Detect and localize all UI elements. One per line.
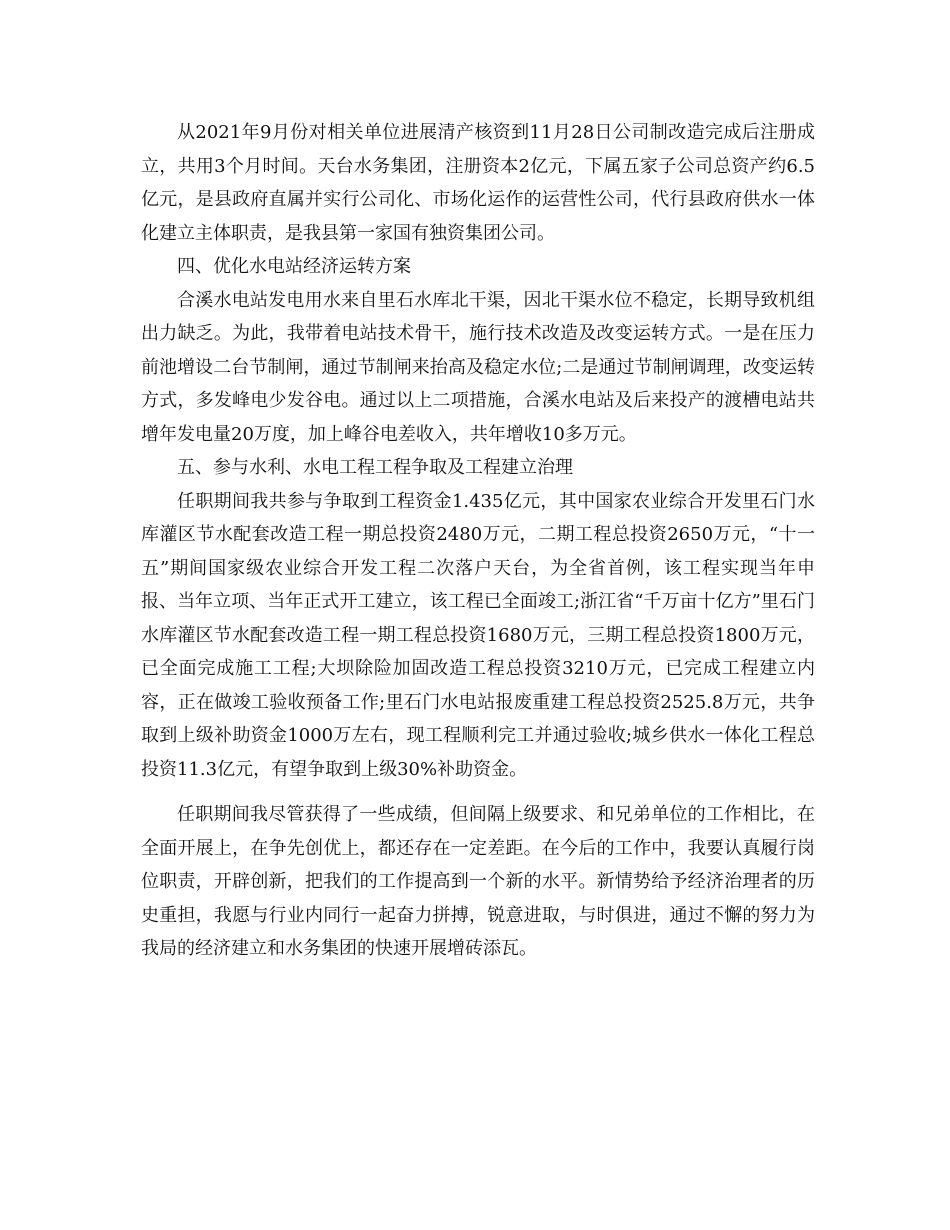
paragraph-project-funding: 任职期间我共参与争取到工程资金1.435亿元，其中国家农业综合开发里石门水库灌区节水配套改造工程一期总投资2480万元，二期工程总投资2650万元，“十一五”期间国家级农业综合开发工程二次落户天台，为全省首例，该工程实现当年申报、当年立项、当年正式开工建立，该工程已全面竣工;浙江省“千万亩十亿方”里石门水库灌区节水配套改造工程一期工程总投资1680万元，三期工程总投资1800万元，已全面完成施工工程;大坝除险加固改造工程总投资3210万元，已完成工程建立内容，正在做竣工验收预备工作;里石门水电站报废重建工程总投资2525.8万元，共争取到上级补助资金1000万左右，现工程顺利完工并通过验收;城乡供水一体化工程总投资11.3亿元，有望争取到上级30%补助资金。 xyxy=(141,490,815,780)
paragraph-hydropower-optimization: 合溪水电站发电用水来自里石水库北干渠，因北干渠水位不稳定，长期导致机组出力缺乏。为此，我带着电站技术骨干，施行技术改造及改变运转方式。一是在压力前池增设二台节制闸，通过节制闸来抬高及稳定水位;二是通过节制闸调理，改变运转方式，多发峰电少发谷电。通过以上二项措施，合溪水电站及后来投产的渡槽电站共增年发电量20万度，加上峰谷电差收入，共年增收10多万元。 xyxy=(141,289,815,445)
section-heading-hydropower-optimization: 四、优化水电站经济运转方案 xyxy=(177,256,411,277)
paragraph-company-establishment: 从2021年9月份对相关单位进展清产核资到11月28日公司制改造完成后注册成立，共用3个月时间。天台水务集团，注册资本2亿元，下属五家子公司总资产约6.5亿元，是县政府直属并实行公司化、市场化运作的运营性公司，代行县政府供水一体化建立主体职责，是我县第一家国有独资集团公司。 xyxy=(141,122,815,244)
paragraph-conclusion: 任职期间我尽管获得了一些成绩，但间隔上级要求、和兄弟单位的工作相比，在全面开展上，在争先创优上，都还存在一定差距。在今后的工作中，我要认真履行岗位职责，开辟创新，把我们的工作提高到一个新的水平。新情势给予经济治理者的历史重担，我愿与行业内同行一起奋力拼搏，锐意进取，与时俱进，通过不懈的努力为我局的经济建立和水务集团的快速开展增砖添瓦。 xyxy=(141,804,815,959)
section-heading-project-management: 五、参与水利、水电工程工程争取及工程建立治理 xyxy=(177,457,573,478)
document-body xyxy=(141,116,815,966)
